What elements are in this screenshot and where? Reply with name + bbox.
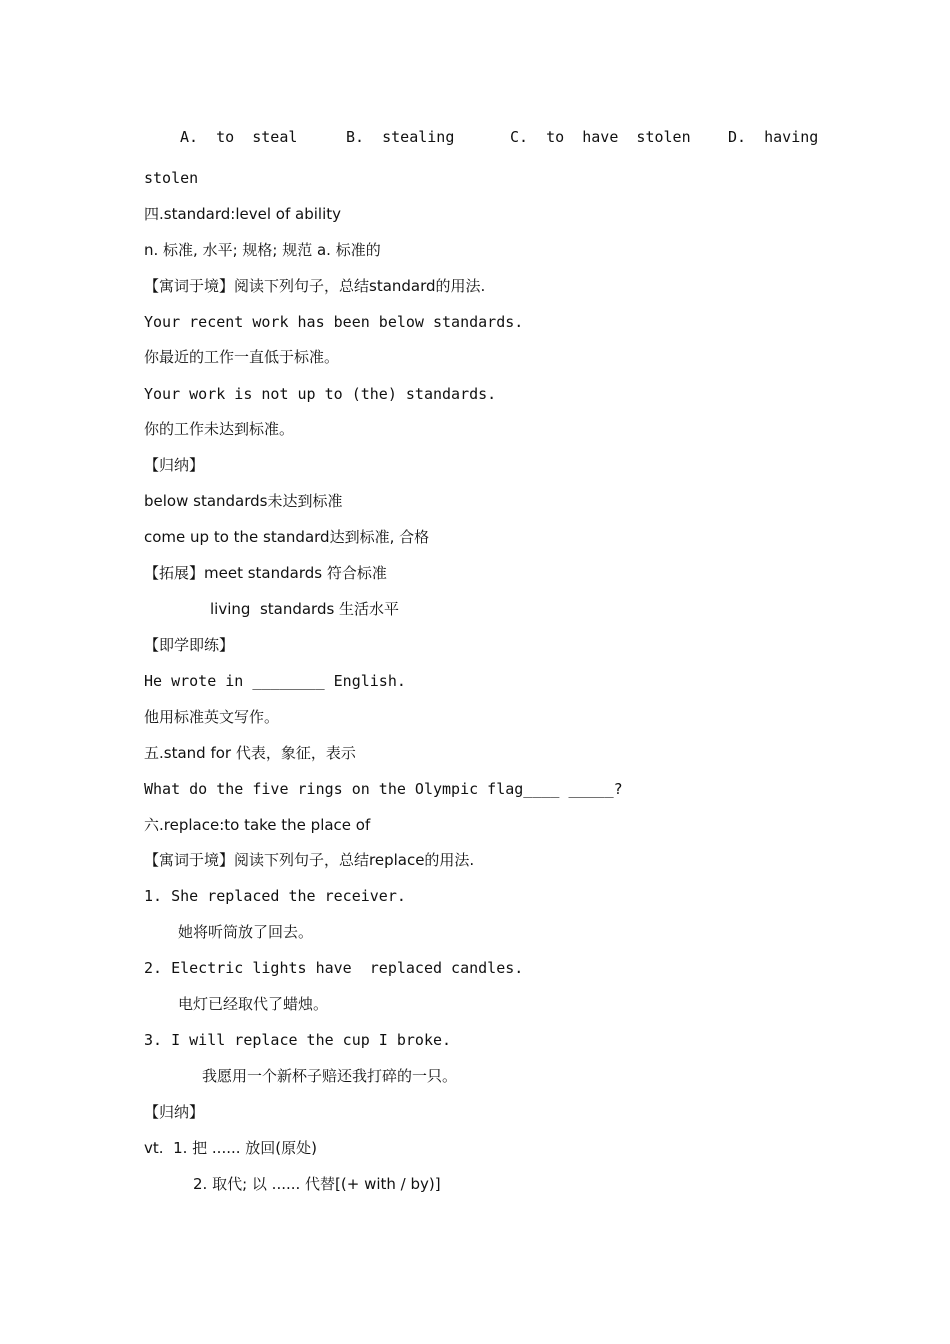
example-translation: 她将听筒放了回去。 xyxy=(178,923,314,941)
example-translation: 我愿用一个新杯子赔还我打碎的一只。 xyxy=(202,1067,458,1085)
context-heading: 【寓词于境】阅读下列句子，总结replace的用法. xyxy=(144,851,475,869)
section-heading-replace: 六.replace:to take the place of xyxy=(144,816,371,834)
practice-sentence: What do the five rings on the Olympic flag____ _____? xyxy=(144,780,623,798)
phrase-line: come up to the standard达到标准, 合格 xyxy=(144,528,430,546)
phrase-line: below standards未达到标准 xyxy=(144,492,343,510)
extension-line: 【拓展】meet standards 符合标准 xyxy=(144,564,387,582)
usage-line: 2. 取代; 以 ...... 代替[(+ with / by)] xyxy=(193,1175,441,1193)
section-heading-stand-for: 五.stand for 代表，象征，表示 xyxy=(144,744,356,762)
example-sentence: 3. I will replace the cup I broke. xyxy=(144,1031,452,1049)
usage-line: vt. 1. 把 ...... 放回(原处) xyxy=(144,1139,317,1157)
example-translation: 电灯已经取代了蜡烛。 xyxy=(178,995,329,1013)
practice-heading: 【即学即练】 xyxy=(144,636,235,654)
example-sentence: 2. Electric lights have replaced candles. xyxy=(144,959,524,977)
section-heading-standard: 四.standard:level of ability xyxy=(144,205,341,223)
example-sentence: Your recent work has been below standards. xyxy=(144,313,524,331)
example-sentence: Your work is not up to (the) standards. xyxy=(144,385,497,403)
option-d: D. having xyxy=(728,128,819,146)
summary-heading: 【归纳】 xyxy=(144,1103,205,1121)
option-a: A. to steal xyxy=(180,128,298,146)
example-sentence: 1. She replaced the receiver. xyxy=(144,887,406,905)
summary-heading: 【归纳】 xyxy=(144,456,205,474)
practice-translation: 他用标准英文写作。 xyxy=(144,708,280,726)
example-translation: 你的工作未达到标准。 xyxy=(144,420,295,438)
definition-line: n. 标准, 水平; 规格; 规范 a. 标准的 xyxy=(144,241,381,259)
extension-line: living standards 生活水平 xyxy=(210,600,400,618)
option-c: C. to have stolen xyxy=(510,128,691,146)
option-d-continuation: stolen xyxy=(144,169,199,187)
example-translation: 你最近的工作一直低于标准。 xyxy=(144,348,340,366)
option-b: B. stealing xyxy=(346,128,455,146)
context-heading: 【寓词于境】阅读下列句子，总结standard的用法. xyxy=(144,277,486,295)
practice-sentence: He wrote in ________ English. xyxy=(144,672,406,690)
